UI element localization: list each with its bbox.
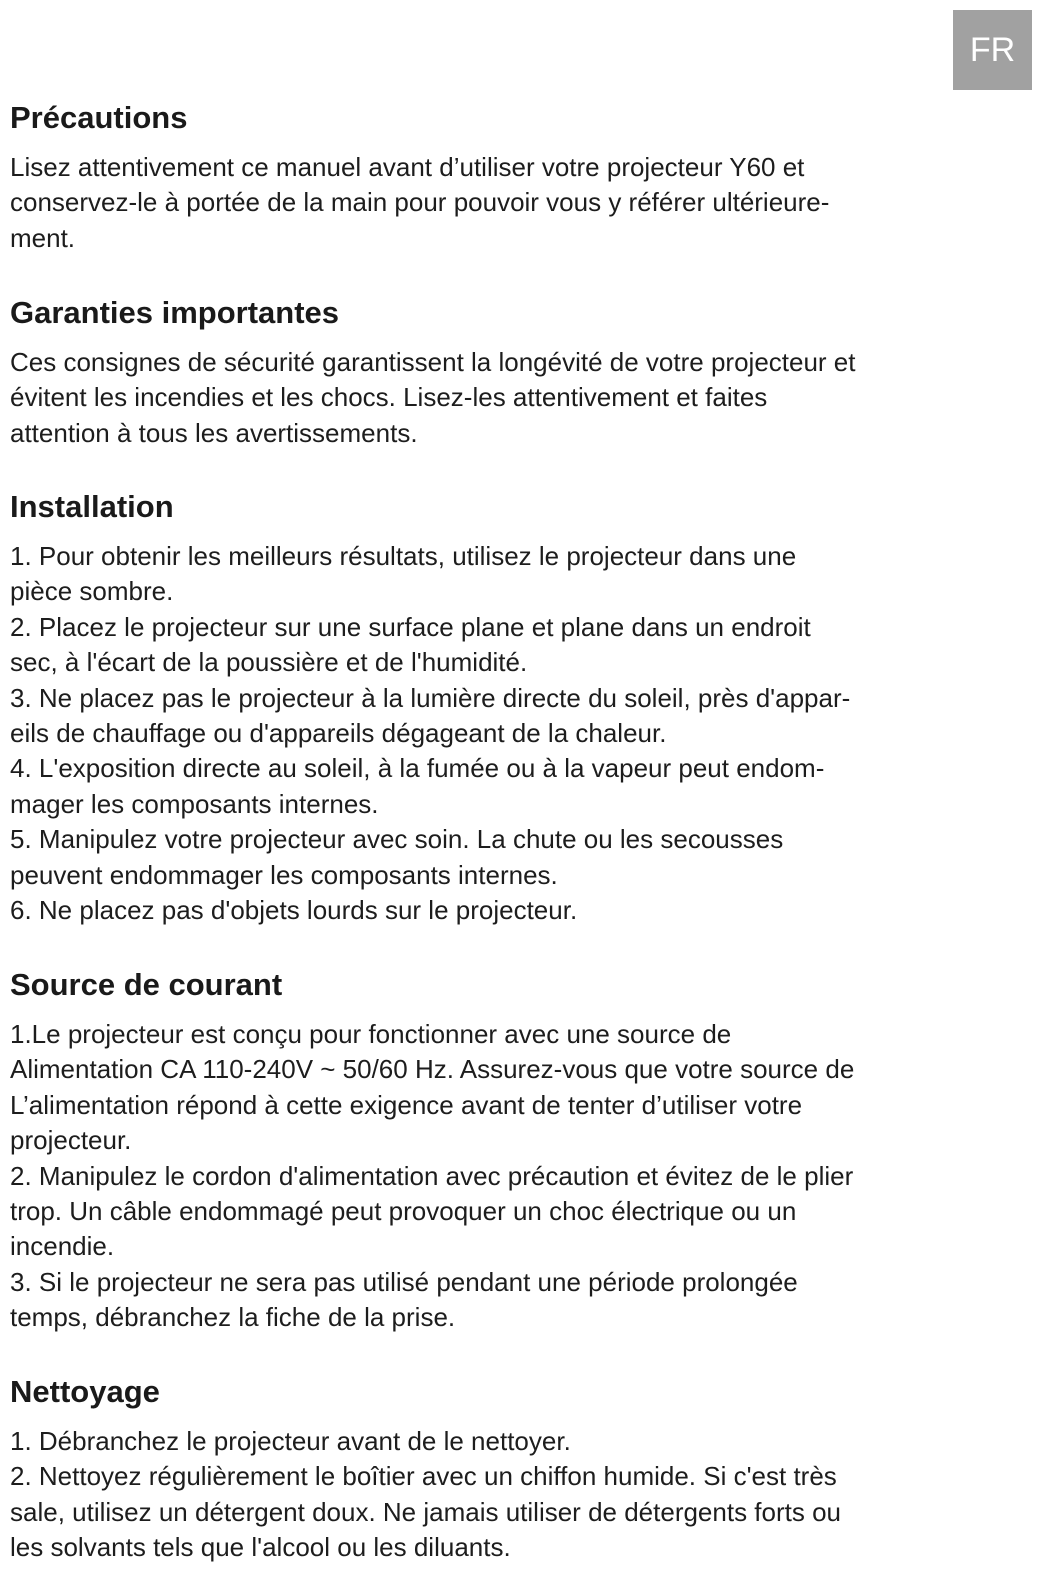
section-installation [10,489,950,928]
section-title: Nettoyage [10,1374,160,1409]
section-source-de-courant [10,967,950,1336]
section-title: Garanties importantes [10,295,340,330]
section-body: 1.Le projecteur est conçu pour fonctionner avec une source de Alimentation CA 110-240V ~ 50/60 Hz. Assurez-vous que votre source de L’alimentation répond à cette exigence avant de tenter d’utiliser votre projecteur. 2. Manipulez le cordon d'alimentation avec précaution et évitez de le plier trop. Un câble endommagé peut provoquer un choc électrique ou un incendie. 3. Si le projecteur ne sera pas utilisé pendant une période prolongée temps, débranchez la fiche de la prise. [10,1019,855,1333]
section-body: Ces consignes de sécurité garantissent la longévité de votre projecteur et évitent les incendies et les chocs. Lisez-les attentivement et faites attention à tous les avertissements. [10,347,856,448]
section-body: Lisez attentivement ce manuel avant d’utiliser votre projecteur Y60 et conservez-le à portée de la main pour pouvoir vous y référer ultérieure- ment. [10,152,830,253]
section-nettoyage [10,1374,950,1566]
section-title: Installation [10,489,174,524]
section-title: Précautions [10,100,188,135]
section-body: 1. Pour obtenir les meilleurs résultats, utilisez le projecteur dans une pièce sombre. 2. Placez le projecteur sur une surface plane et plane dans un endroit sec, à l'écart de la poussière et de l'humidité. 3. Ne placez pas le projecteur à la lumière directe du soleil, près d'appar- eils de chauffage ou d'appareils dégageant de la chaleur. 4. L'exposition directe au soleil, à la fumée ou à la vapeur peut endom- mager les composants internes. 5. Manipulez votre projecteur avec soin. La chute ou les secousses peuvent endommager les composants internes. 6. Ne placez pas d'objets lourds sur le projecteur. [10,541,851,926]
section-precautions [10,100,950,256]
section-garanties-importantes [10,295,950,451]
section-body: 1. Débranchez le projecteur avant de le nettoyer. 2. Nettoyez régulièrement le boîtier avec un chiffon humide. Si c'est très sale, utilisez un détergent doux. Ne jamais utiliser de détergents forts ou les solvants tels que l'alcool ou les diluants. [10,1426,842,1563]
section-title: Source de courant [10,967,283,1002]
language-badge: FR [953,10,1032,90]
